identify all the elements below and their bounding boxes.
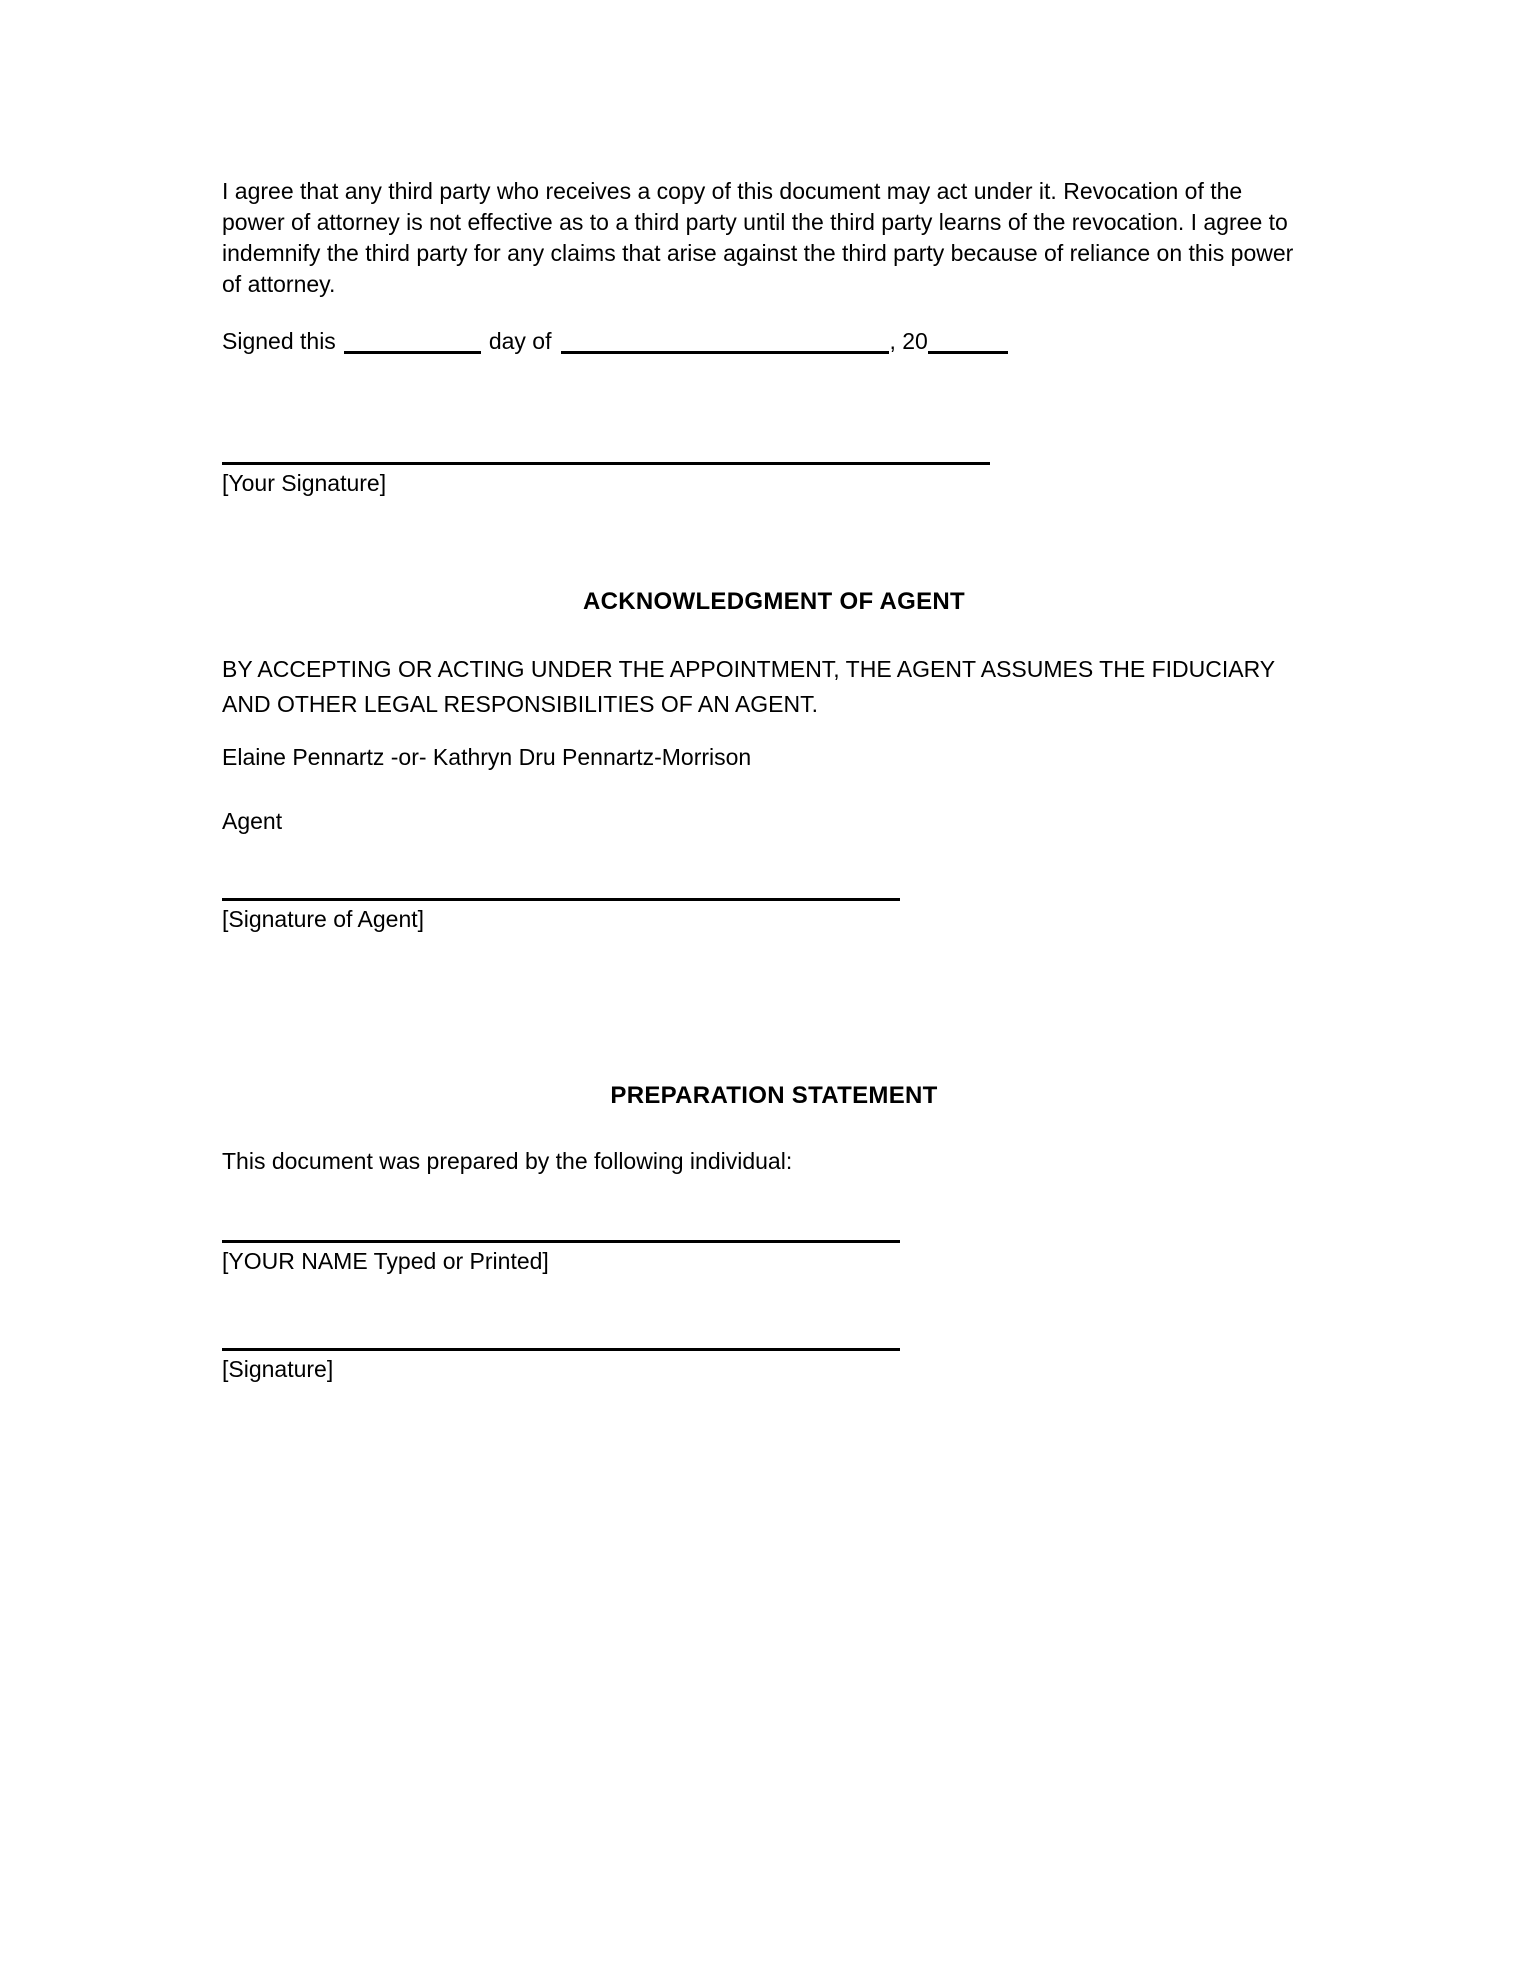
- principal-signature-label: [Your Signature]: [222, 470, 387, 496]
- acknowledgment-heading: ACKNOWLEDGMENT OF AGENT: [583, 588, 965, 615]
- year-prefix-text: , 20: [889, 328, 928, 354]
- day-of-text: day of: [488, 328, 552, 354]
- preparer-name-line: [222, 1240, 900, 1243]
- preparation-body: This document was prepared by the following individual:: [222, 1148, 793, 1174]
- preparer-signature-line: [222, 1348, 900, 1351]
- principal-signature-line: [222, 462, 990, 465]
- agent-role-label: Agent: [222, 808, 283, 834]
- preparer-name-label: [YOUR NAME Typed or Printed]: [222, 1248, 549, 1274]
- agent-names-text: Elaine Pennartz -or- Kathryn Dru Pennartz-Morrison: [222, 744, 752, 770]
- signed-this-text: Signed this: [222, 328, 336, 354]
- preparation-heading: PREPARATION STATEMENT: [610, 1082, 938, 1109]
- preparer-signature-label: [Signature]: [222, 1356, 334, 1382]
- year-blank-field: [928, 329, 1008, 354]
- agent-signature-label: [Signature of Agent]: [222, 906, 425, 932]
- signed-date-line: [222, 326, 1008, 357]
- third-party-paragraph: I agree that any third party who receives a copy of this document may act under it. Revocation of the power of attorney is not effective as to a third party until the third party learns of the revocation. I agree to indemnify the third party for any claims that arise against the third party because of reliance on this power of attorney.: [222, 178, 1294, 297]
- day-blank-field: [344, 329, 481, 354]
- agent-signature-line: [222, 898, 900, 901]
- month-blank-field: [561, 329, 889, 354]
- acknowledgment-body: BY ACCEPTING OR ACTING UNDER THE APPOINTMENT, THE AGENT ASSUMES THE FIDUCIARY AND OTHER LEGAL RESPONSIBILITIES OF AN AGENT.: [222, 656, 1275, 717]
